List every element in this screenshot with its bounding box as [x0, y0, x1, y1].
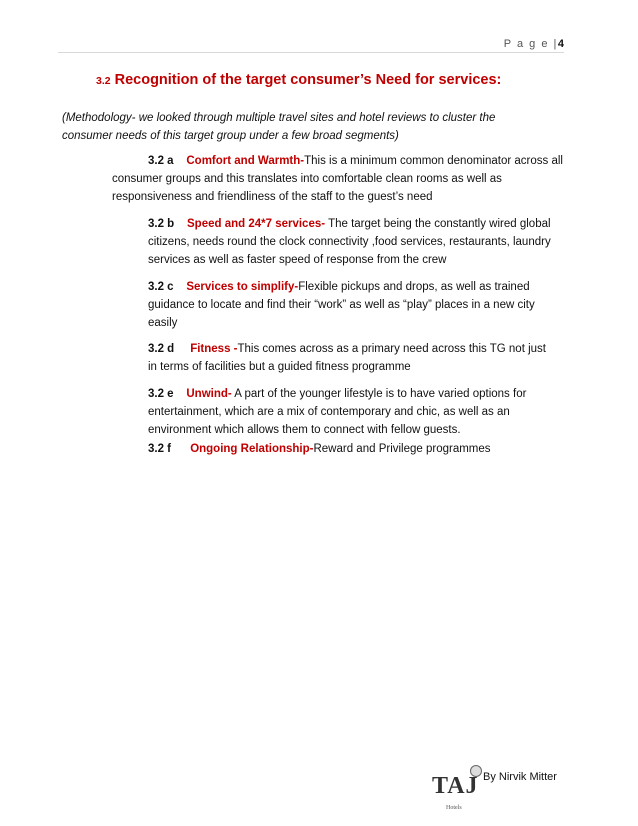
item-title: Speed and 24*7 services-	[187, 218, 326, 230]
item-title: Fitness -	[190, 343, 238, 355]
item-code: 3.2 b	[148, 218, 175, 230]
page-separator: |	[553, 38, 558, 50]
list-item	[148, 340, 558, 376]
list-item	[148, 152, 568, 170]
item-title: Services to simplify-	[186, 281, 299, 293]
item-code: 3.2 c	[148, 281, 174, 293]
logo-subtext: Hotels	[446, 805, 462, 811]
item-text: This is a minimum common denominator across all	[304, 155, 563, 167]
page-number-label	[504, 38, 564, 50]
list-item	[148, 440, 568, 458]
page-number: 4	[557, 38, 564, 50]
item-code: 3.2 d	[148, 343, 175, 355]
logo-text: TAJ	[432, 773, 479, 799]
item-text: This comes across as a primary need across this TG not just in terms of facilities but a guided fitness programme	[148, 343, 546, 373]
item-title: Unwind-	[186, 388, 232, 400]
item-text: The target being the constantly wired global citizens, needs round the clock connectivity ,food services, restaurants, laundry services as well as faster speed of response from the crew	[148, 218, 551, 266]
methodology-note: (Methodology- we looked through multiple travel sites and hotel reviews to cluster the consumer needs of this target group under a few broad segments)	[62, 112, 496, 142]
section-number: 3.2	[96, 75, 111, 87]
item-code: 3.2 e	[148, 388, 174, 400]
section-title: Recognition of the target consumer’s Need for services:	[114, 72, 502, 88]
taj-hotels-logo	[430, 765, 480, 815]
item-code: 3.2 f	[148, 443, 172, 455]
item-title: Comfort and Warmth-	[186, 155, 305, 167]
section-heading	[96, 72, 501, 88]
list-item	[148, 278, 543, 332]
list-item	[148, 215, 558, 269]
item-text: Flexible pickups and drops, as well as trained guidance to locate and find their “work” as well as “play” places in a new city easily	[148, 281, 535, 329]
item-continuation: consumer groups and this translates into comfortable clean rooms as well as responsiveness and friendliness of the staff to the guest’s need	[112, 173, 502, 203]
item-text: A part of the younger lifestyle is to have varied options for entertainment, which are a mix of contemporary and chic, as well as an environment which allows them to connect with fellow guests.	[148, 388, 527, 436]
page-header	[58, 38, 564, 53]
item-text: Reward and Privilege programmes	[313, 443, 491, 455]
page-label: P a g e	[503, 38, 549, 50]
item-title: Ongoing Relationship-	[190, 443, 314, 455]
author-credit: By Nirvik Mitter	[483, 771, 557, 783]
list-item	[148, 385, 558, 439]
item-code: 3.2 a	[148, 155, 174, 167]
